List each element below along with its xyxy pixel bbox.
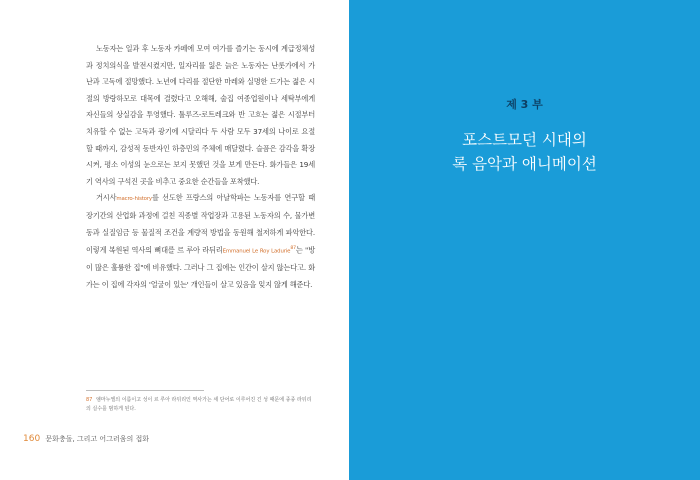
footnote: [86, 396, 315, 414]
folio: [23, 434, 149, 444]
footnote-text: 엠마누엘의 이름이고 성이 르 루아 라뒤리인 역사가는 세 단어로 이루어진 긴 성 때문에 종종 라뒤리의 실수를 범하게 된다.: [86, 397, 312, 412]
right-page: [349, 0, 700, 480]
running-head: 문화충돌, 그리고 어그러움의 접화: [45, 435, 149, 443]
part-title: [349, 128, 700, 176]
left-page: [0, 0, 349, 480]
footnote-ref: 87: [290, 246, 296, 252]
paragraph-1: 노동자는 일과 후 노동자 카페에 모여 여가를 즐기는 동시에 계급정체성과 정치의식을 발전시켰지만, 일자리를 잃은 늙은 노동자는 난롯가에서 가난과 고독에 절망했다. 노년에 다리를 절단한 마레와 실명한 드가는 젊은 시절의 방랑하모로 대목에 결렸다고 오해해, 술집 여종업원이나 세탁부에게 자신들의 상실감을 투영했다. 툴루즈-로트레크와 반 고흐는 젊은 시절부터 치유할 수 없는 고독과 광기에 시달리다 두 사람 모두 37세의 나이로 요절할 때까지, 감성적 동반자인 하층민의 주체에 매달렸다. 슬픔은 감각을 확장시켜, 평소 이성의 눈으로는 보지 못했던 것을 보게 만든다. 화가들은 19세기 역사의 구석진 곳을 비추고 중요한 순간들을 포착했다.: [86, 44, 315, 186]
body-text: [86, 41, 315, 293]
paragraph-2-part-c: 는 "방이 많은 훌륭한 집"에 비유했다. 그러나 그 집에는 인간이 살지 않는다고. 화가는 이 집에 각자의 '얼굴이 있는' 개인들이 살고 있음을 잊지 않게 해준다.: [86, 245, 315, 289]
part-title-line-2: 록 음악과 애니메이션: [452, 155, 597, 173]
paragraph-2-part-b: 를 선도한 프랑스의 아날학파는 노동자를 연구할 때 장기간의 산업화 과정에 걸친 직종별 작업장과 고용된 노동자의 수, 물가변동과 실질임금 등 물질적 조건을 계량적 방법을 동원해 철저하게 파악한다. 이렇게 복원된 역사의 뼈대를 르 루아 라뒤리: [86, 193, 315, 255]
gloss-ladurie: Emmanuel Le Roy Ladurie: [222, 248, 291, 255]
paragraph-2-part-a: 거시사: [96, 193, 117, 203]
paragraph-2: [86, 190, 315, 293]
footnote-number: 87: [86, 397, 93, 403]
page-number: 160: [23, 434, 41, 444]
footnote-divider: [86, 390, 204, 391]
gloss-macro-history: macro-history: [116, 196, 152, 203]
part-label: 제 3 부: [506, 98, 543, 111]
part-title-line-1: 포스트모던 시대의: [462, 131, 587, 149]
